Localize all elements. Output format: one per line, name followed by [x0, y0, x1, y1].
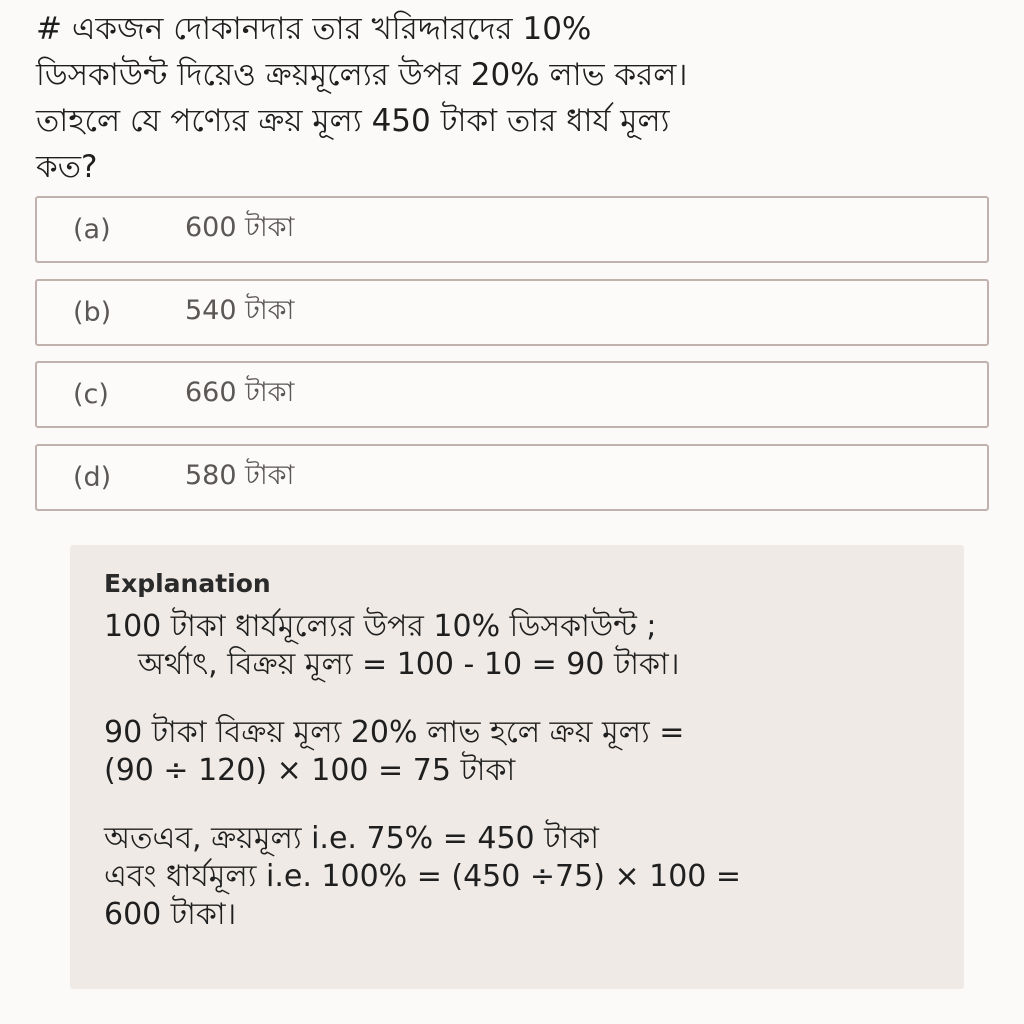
question-line: ডিসকাউন্ট দিয়েও ক্রয়মূল্যের উপর 20% লাভ করল। [36, 57, 688, 93]
explanation-line: 100 টাকা ধার্যমূল্যের উপর 10% ডিসকাউন্ট ; [104, 609, 657, 644]
explanation-line: 600 টাকা। [104, 897, 237, 932]
explanation-panel [70, 545, 964, 989]
explanation-line: (90 ÷ 120) × 100 = 75 টাকা [104, 753, 516, 788]
option-text: 540 টাকা [185, 294, 295, 326]
question-line: তাহলে যে পণ্যের ক্রয় মূল্য 450 টাকা তার ধার্য মূল্য [36, 103, 670, 139]
question-text [36, 6, 996, 190]
answer-options [35, 196, 989, 526]
option-text: 660 টাকা [185, 377, 295, 408]
option-text: 580 টাকা [185, 459, 295, 491]
explanation-paragraph [104, 608, 964, 684]
option-letter: (c) [73, 379, 109, 410]
option-letter: (a) [73, 214, 111, 245]
option-c[interactable] [35, 361, 989, 428]
explanation-paragraph [104, 820, 964, 934]
explanation-title: Explanation [104, 569, 271, 598]
option-a[interactable] [35, 196, 989, 263]
explanation-line: অর্থাৎ, বিক্রয় মূল্য = 100 - 10 = 90 টাকা। [138, 647, 680, 682]
option-letter: (b) [73, 296, 112, 328]
explanation-line: এবং ধার্যমূল্য i.e. 100% = (450 ÷75) × 100 = [104, 859, 742, 894]
explanation-paragraph [104, 714, 964, 790]
option-d[interactable] [35, 444, 989, 511]
explanation-line: অতএব, ক্রয়মূল্য i.e. 75% = 450 টাকা [104, 821, 599, 856]
option-text: 600 টাকা [185, 212, 295, 243]
question-line: কত? [36, 149, 98, 185]
explanation-line: 90 টাকা বিক্রয় মূল্য 20% লাভ হলে ক্রয় মূল্য = [104, 715, 685, 750]
question-line: # একজন দোকানদার তার খরিদ্দারদের 10% [36, 11, 592, 47]
option-letter: (d) [73, 461, 112, 493]
option-b[interactable] [35, 279, 989, 346]
